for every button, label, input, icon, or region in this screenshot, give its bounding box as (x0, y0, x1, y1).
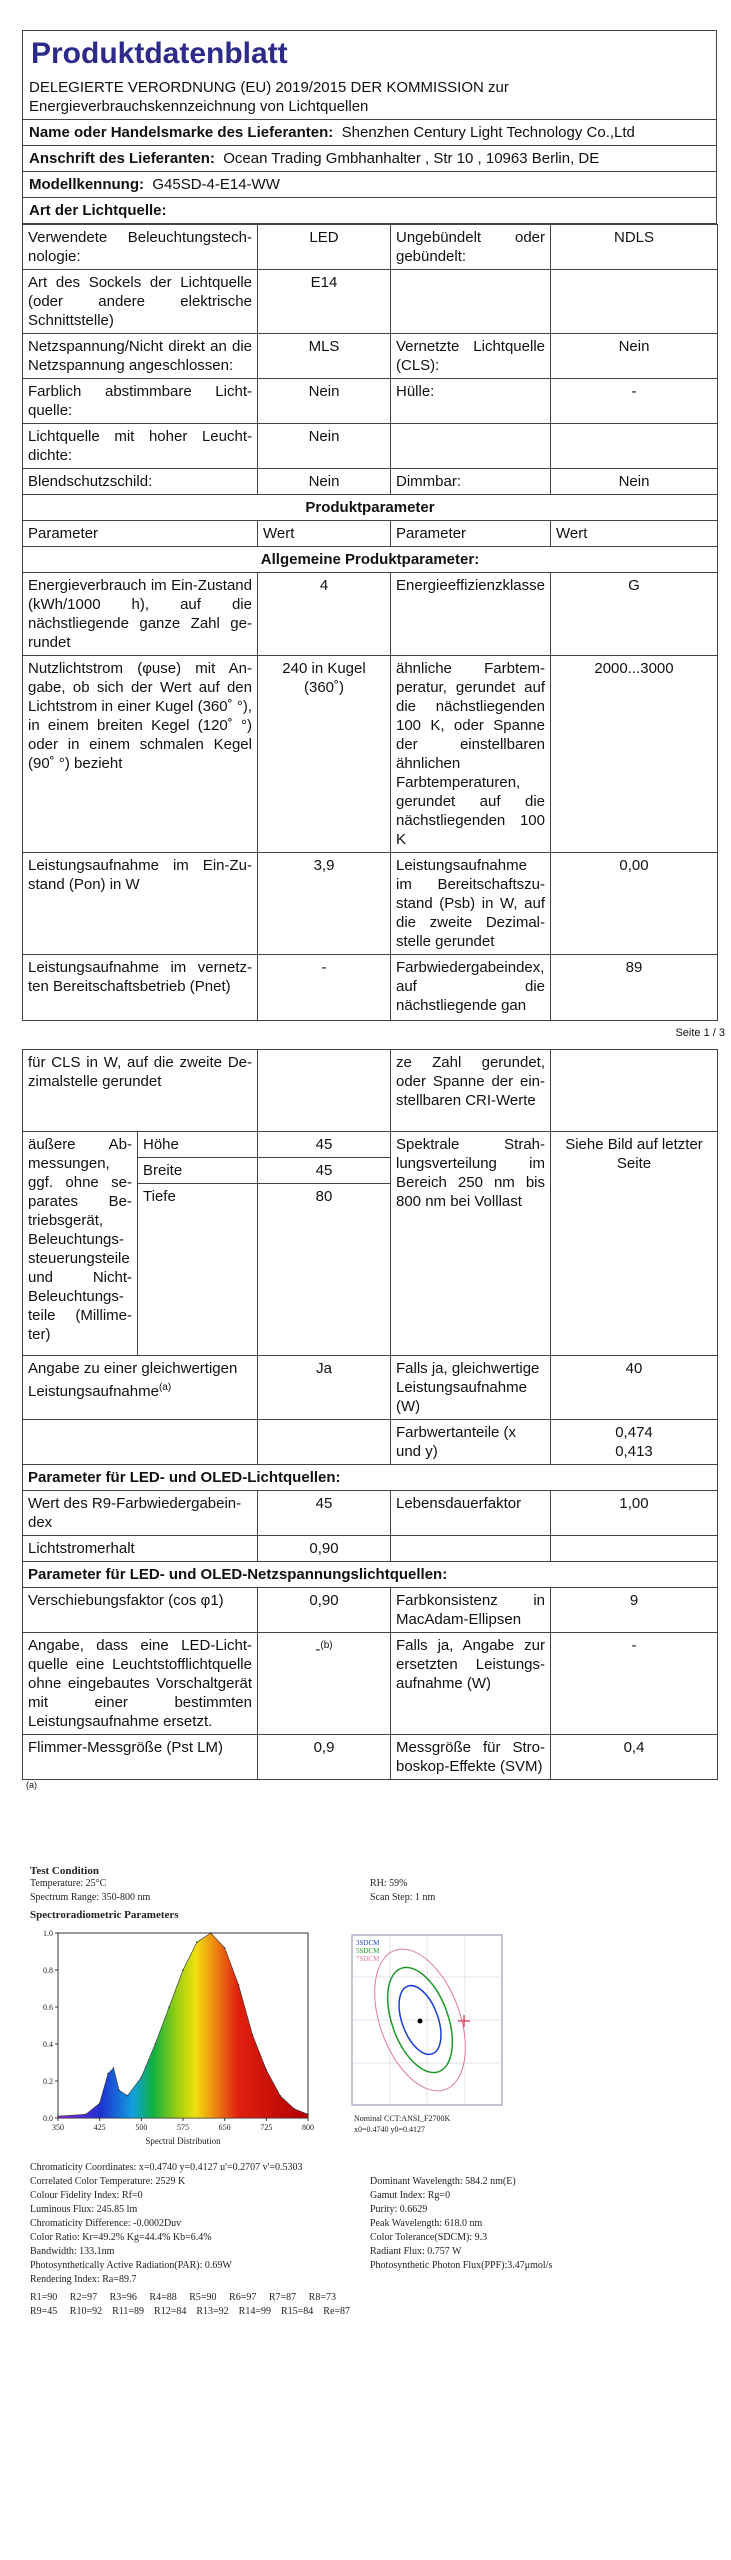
dimensions-label: äußere Abmessungen, ggf. ohne separates Betriebsgerät, Beleuchtungssteuerungsteile und Nicht-Beleuchtungsteile (Millimeter) (23, 1132, 138, 1356)
spectrum-point (99, 2102, 101, 2104)
section-heading-row (23, 1562, 718, 1588)
model-row (22, 172, 717, 198)
value-cell: LED (258, 225, 391, 270)
type-heading: Art der Lichtquelle: (22, 198, 717, 224)
measurement-row (30, 2273, 710, 2287)
table-row (23, 225, 718, 270)
value-cell: G (551, 573, 718, 656)
x-tick-label: 650 (218, 2123, 231, 2132)
value-cell: Ja (258, 1356, 391, 1420)
address-label: Anschrift des Lieferanten: (29, 150, 215, 167)
measurement-row (30, 2245, 710, 2259)
param-cell: Wert des R9-Farbwiedergabeindex (23, 1491, 258, 1536)
spectrum-point (279, 2095, 281, 2097)
table-row (23, 573, 718, 656)
address-row (22, 146, 717, 172)
table-row (23, 1491, 718, 1536)
col-header-value: Wert (258, 521, 391, 547)
value-cell: Nein (258, 379, 391, 424)
spectrum-point (118, 2089, 120, 2091)
param-cell: Verschiebungsfaktor (cos φ1) (23, 1588, 258, 1633)
measurement-item: Photosynthetic Photon Flux(PPF):3.47μmol/s (370, 2260, 553, 2271)
legend-3sdcm: 3SDCM (356, 1939, 380, 1947)
param-cell: Dimmbar: (391, 469, 551, 495)
table-row (23, 955, 718, 1021)
measurement-row (30, 2231, 710, 2245)
y-tick-label: 0.8 (43, 1966, 53, 1975)
value-cell: 89 (551, 955, 718, 1021)
value-cell (551, 1536, 718, 1562)
measurement-item: Purity: 0.6629 (370, 2204, 428, 2215)
value-cell: 3,9 (258, 853, 391, 955)
value-cell (258, 1420, 391, 1465)
x-tick-label: 800 (302, 2123, 314, 2132)
general-heading: Allgemeine Produktparameter: (23, 547, 718, 573)
measurement-item (370, 2273, 710, 2287)
type-table (22, 224, 718, 1021)
spectrum-point (107, 2073, 109, 2075)
param-cell (391, 424, 551, 469)
table-row (23, 853, 718, 955)
table-row (23, 469, 718, 495)
spectrum-point (127, 2095, 129, 2097)
value-cell: E14 (258, 270, 391, 334)
measurement-item: Gamut Index: Rg=0 (370, 2190, 451, 2201)
spectrum-point (154, 2043, 156, 2045)
measured-point (418, 2019, 423, 2024)
param-cell: Angabe, dass eine LED-Lichtquelle eine Leuchtstofflichtquelle ohne eingebautes Vorschaltgerät mit einer bestimmten Leistungsaufnahme ersetzt. (23, 1633, 258, 1735)
param-cell: Vernetzte Lichtquelle (CLS): (391, 334, 551, 379)
measurement-item: Rendering Index: Ra=89.7 (30, 2274, 137, 2285)
param-cell: Lichtquelle mit hoher Leuchtdichte: (23, 424, 258, 469)
dim-key: Höhe (138, 1132, 258, 1158)
value-cell: 0,90 (258, 1588, 391, 1633)
chroma-x: 0,474 (615, 1424, 653, 1441)
dim-key: Breite (138, 1158, 258, 1184)
value-cell (551, 1050, 718, 1132)
table-row (23, 656, 718, 853)
measurement-item: Correlated Color Temperature: 2529 K (30, 2176, 186, 2187)
value-text: - (315, 1641, 321, 1658)
param-cell: Energieverbrauch im Ein-Zustand (kWh/1000 h), auf die nächstliegende ganze Zahl gerundet (23, 573, 258, 656)
param-cell: Leistungsaufnahme im Ein-Zustand (Pon) in W (23, 853, 258, 955)
spectrum-point (57, 2115, 59, 2117)
col-header-param: Parameter (23, 521, 258, 547)
footnote-mark: (a) (26, 1780, 37, 1790)
spectrum-point (141, 2077, 143, 2079)
measurement-row (30, 2217, 710, 2231)
x-tick-label: 575 (177, 2123, 189, 2132)
spectral-distribution-chart (30, 1925, 320, 2155)
y-tick-label: 1.0 (43, 1929, 53, 1938)
measurement-item: Chromaticity Coordinates: x=0.4740 y=0.4127 u'=0.2707 v'=0.5303 (30, 2162, 303, 2173)
table-row (23, 1420, 718, 1465)
table-row (23, 1735, 718, 1780)
test-heading: Test Condition (30, 1865, 99, 1877)
scan-step: Scan Step: 1 nm (370, 1892, 436, 1903)
charts-row (30, 1925, 710, 2155)
dim-value: 45 (258, 1158, 391, 1184)
param-cell: Netzspannung/Nicht direkt an die Netzspannung angeschlossen: (23, 334, 258, 379)
measurement-item: Bandwidth: 133.1nm (30, 2246, 115, 2257)
param-cell: Flimmer-Messgröße (Pst LM) (23, 1735, 258, 1780)
spectrum-point (252, 2034, 254, 2036)
table-row (23, 1588, 718, 1633)
measurement-row (30, 2203, 710, 2217)
spectrum-point (182, 1969, 184, 1971)
measurement-item: Color Ratio: Kr=49.2% Kg=44.4% Kb=6.4% (30, 2232, 212, 2243)
section-heading-row (23, 495, 718, 521)
measurement-row (30, 2161, 710, 2175)
spectrum-range: Spectrum Range: 350-800 nm (30, 1892, 151, 1903)
param-cell: Hülle: (391, 379, 551, 424)
regulation-text: DELEGIERTE VERORDNUNG (EU) 2019/2015 DER KOMMISSION zur Energieverbrauchskennzeichnung von Lichtquellen (22, 75, 717, 120)
legend-7sdcm: 7SDCM (356, 1955, 380, 1963)
param-cell: für CLS in W, auf die zweite Dezimalstelle gerundet (23, 1050, 258, 1132)
value-cell: 1,00 (551, 1491, 718, 1536)
param-cell: Messgröße für Stroboskop-Effekte (SVM) (391, 1735, 551, 1780)
param-cell: Falls ja, gleichwertige Leistungsaufnahme (W) (391, 1356, 551, 1420)
spectrum-point (196, 1941, 198, 1943)
value-cell: - (258, 955, 391, 1021)
param-cell: Lebensdauerfaktor (391, 1491, 551, 1536)
measurement-row (30, 2259, 710, 2273)
measurement-item: Peak Wavelength: 618.0 nm (370, 2218, 483, 2229)
value-cell: 0,90 (258, 1536, 391, 1562)
y-tick-label: 0.0 (43, 2114, 53, 2123)
params-table-cont (22, 1049, 718, 1780)
test-row (30, 1891, 710, 1905)
table-row (23, 1633, 718, 1735)
param-cell: Art des Sockels der Lichtquelle (oder andere elektrische Schnittstelle) (23, 270, 258, 334)
footnote-a: (a) (158, 1382, 172, 1393)
y-tick-label: 0.2 (43, 2077, 53, 2086)
spectrum-point (168, 2006, 170, 2008)
value-cell: Siehe Bild auf letzter Seite (551, 1132, 718, 1356)
param-cell: Leistungsaufnahme im vernetzten Bereitschaftsbetrieb (Pnet) (23, 955, 258, 1021)
param-cell: Energieeffizienzklasse (391, 573, 551, 656)
param-cell: Nutzlichtstrom (φuse) mit Angabe, ob sich der Wert auf den Lichtstrom in einer Kugel (360˚ °), in einem breiten Kegel (120˚ °) oder in einem schmalen Kegel (90˚ °) bezieht (23, 656, 258, 853)
measurement-item: Colour Fidelity Index: Rf=0 (30, 2190, 143, 2201)
x-tick-label: 425 (93, 2123, 106, 2132)
table-row (23, 424, 718, 469)
param-cell: Leistungsaufnahme im Bereitschaftszustand (Psb) in W, auf die zweite Dezimalstelle gerundet (391, 853, 551, 955)
measurement-item: Color Tolerance(SDCM): 9.3 (370, 2232, 488, 2243)
temperature: Temperature: 25°C (30, 1878, 107, 1889)
value-cell: - (551, 1633, 718, 1735)
param-cell: Spektrale Strahlungsverteilung im Bereich 250 nm bis 800 nm bei Volllast (391, 1132, 551, 1356)
measurement-item (370, 2161, 710, 2175)
value-cell: 0,9 (258, 1735, 391, 1780)
param-cell (23, 1420, 258, 1465)
value-cell: - (551, 379, 718, 424)
table-row (23, 379, 718, 424)
col-header-value: Wert (551, 521, 718, 547)
table-row (23, 270, 718, 334)
cie-coords: x0=0.4740 y0=0.4127 (354, 2125, 426, 2134)
page-number: Seite 1 / 3 (675, 1027, 725, 1039)
table-row (23, 1132, 718, 1158)
section-heading-row (23, 1465, 718, 1491)
value-cell: NDLS (551, 225, 718, 270)
spectrum-point (113, 2067, 115, 2069)
table-row (23, 1536, 718, 1562)
supplier-row (22, 120, 717, 146)
param-cell: Farbwertanteile (x und y) (391, 1420, 551, 1465)
measurement-item: Photosynthetically Active Radiation(PAR): 0.69W (30, 2260, 232, 2271)
measurement-item: Dominant Wavelength: 584.2 nm(E) (370, 2176, 516, 2187)
equiv-label: Angabe zu einer gleichwertigen Leistungsaufnahme (28, 1360, 238, 1400)
param-cell: Farbwiedergabeindex, auf die nächstliegende gan (391, 955, 551, 1021)
r-values-row-1: R1=90 R2=97 R3=96 R4=88 R5=90 R6=97 R7=87 R8=73 (30, 2292, 336, 2303)
measurement-row (30, 2189, 710, 2203)
value-cell: 4 (258, 573, 391, 656)
param-cell: Blendschutzschild: (23, 469, 258, 495)
measurement-row (30, 2175, 710, 2189)
measurement-item: Chromaticity Difference: -0.0002Duv (30, 2218, 182, 2229)
param-cell: Verwendete Beleuchtungstechnologie: (23, 225, 258, 270)
column-header-row (23, 521, 718, 547)
humidity: RH: 59% (370, 1878, 408, 1889)
spectrum-point (85, 2114, 87, 2116)
cie-chart (340, 1925, 510, 2155)
section-heading-row (23, 547, 718, 573)
y-tick-label: 0.6 (43, 2003, 53, 2012)
value-cell: Nein (258, 469, 391, 495)
col-header-param: Parameter (391, 521, 551, 547)
value-cell: 0,4 (551, 1735, 718, 1780)
value-cell: Nein (551, 334, 718, 379)
cie-label: Nominal CCT:ANSI_F2700K (354, 2114, 451, 2123)
x-tick-label: 725 (260, 2123, 273, 2132)
x-tick-label: 500 (135, 2123, 148, 2132)
r-values-row-2: R9=45 R10=92 R11=89 R12=84 R13=92 R14=99 R15=84 Re=87 (30, 2306, 351, 2317)
param-cell (23, 1356, 258, 1420)
value-cell: 2000...3000 (551, 656, 718, 853)
value-cell: 9 (551, 1588, 718, 1633)
page-title: Produktdatenblatt (22, 30, 717, 75)
value-cell: 40 (551, 1356, 718, 1420)
value-cell (258, 1050, 391, 1132)
legend-5sdcm: 5SDCM (356, 1947, 380, 1955)
spectrum-point (224, 1947, 226, 1949)
value-cell: 240 in Kugel (360˚) (258, 656, 391, 853)
value-cell: 45 (258, 1491, 391, 1536)
measurement-list (30, 2161, 710, 2287)
table-row (23, 1356, 718, 1420)
value-cell (551, 424, 718, 469)
spec-heading: Spectroradiometric Parameters (30, 1909, 179, 1921)
mains-heading: Parameter für LED- und OLED-Netzspannungslichtquellen: (23, 1562, 718, 1588)
params-heading: Produktparameter (23, 495, 718, 521)
spectrum-point (238, 1984, 240, 1986)
spectrum-point (307, 2114, 309, 2116)
measurement-item: Radiant Flux: 0.757 W (370, 2246, 462, 2257)
value-cell: 0,00 (551, 853, 718, 955)
param-cell: ähnliche Farbtemperatur, gerundet auf die nächstliegenden 100 K, oder Spanne der einstellbaren ähnlichen Farbtemperaturen, gerundet auf die nächstliegenden 100 K (391, 656, 551, 853)
chroma-y: 0,413 (615, 1443, 653, 1460)
table-row (23, 334, 718, 379)
spectrum-report (30, 1865, 710, 2319)
value-cell: Nein (551, 469, 718, 495)
param-cell: Farbkonsistenz in MacAdam-Ellipsen (391, 1588, 551, 1633)
y-tick-label: 0.4 (43, 2040, 53, 2049)
param-cell: ze Zahl gerundet, oder Spanne der einstellbaren CRI-Werte (391, 1050, 551, 1132)
x-tick-label: 350 (52, 2123, 64, 2132)
param-cell: Ungebündelt oder gebündelt: (391, 225, 551, 270)
param-cell (391, 270, 551, 334)
model-label: Modellkennung: (29, 176, 144, 193)
value-cell: Nein (258, 424, 391, 469)
dim-value: 80 (258, 1184, 391, 1356)
spectrum-point (210, 1932, 212, 1934)
measurement-item: Luminous Flux: 245.85 lm (30, 2204, 138, 2215)
dim-value: 45 (258, 1132, 391, 1158)
page-break (22, 1021, 725, 1049)
param-cell: Lichtstromerhalt (23, 1536, 258, 1562)
param-cell: Farblich abstimmbare Lichtquelle: (23, 379, 258, 424)
dim-key: Tiefe (138, 1184, 258, 1356)
test-row (30, 1877, 710, 1891)
chart-xlabel: Spectral Distribution (145, 2136, 221, 2146)
param-cell (391, 1536, 551, 1562)
led-heading: Parameter für LED- und OLED-Lichtquellen: (23, 1465, 718, 1491)
spectrum-point (293, 2108, 295, 2110)
value-cell (258, 1633, 391, 1735)
footnote-b: (b) (320, 1640, 333, 1651)
spectrum-point (266, 2069, 268, 2071)
table-row (23, 1050, 718, 1132)
datasheet (22, 30, 725, 1790)
value-cell (551, 270, 718, 334)
value-cell: MLS (258, 334, 391, 379)
supplier-value: Shenzhen Century Light Technology Co.,Ltd (341, 124, 635, 141)
supplier-label: Name oder Handelsmarke des Lieferanten: (29, 124, 334, 141)
param-cell: Falls ja, Angabe zur ersetzten Leistungsaufnahme (W) (391, 1633, 551, 1735)
address-value: Ocean Trading Gmbhanhalter , Str 10 , 10963 Berlin, DE (223, 150, 600, 167)
model-value: G45SD-4-E14-WW (152, 176, 280, 193)
value-cell (551, 1420, 718, 1465)
